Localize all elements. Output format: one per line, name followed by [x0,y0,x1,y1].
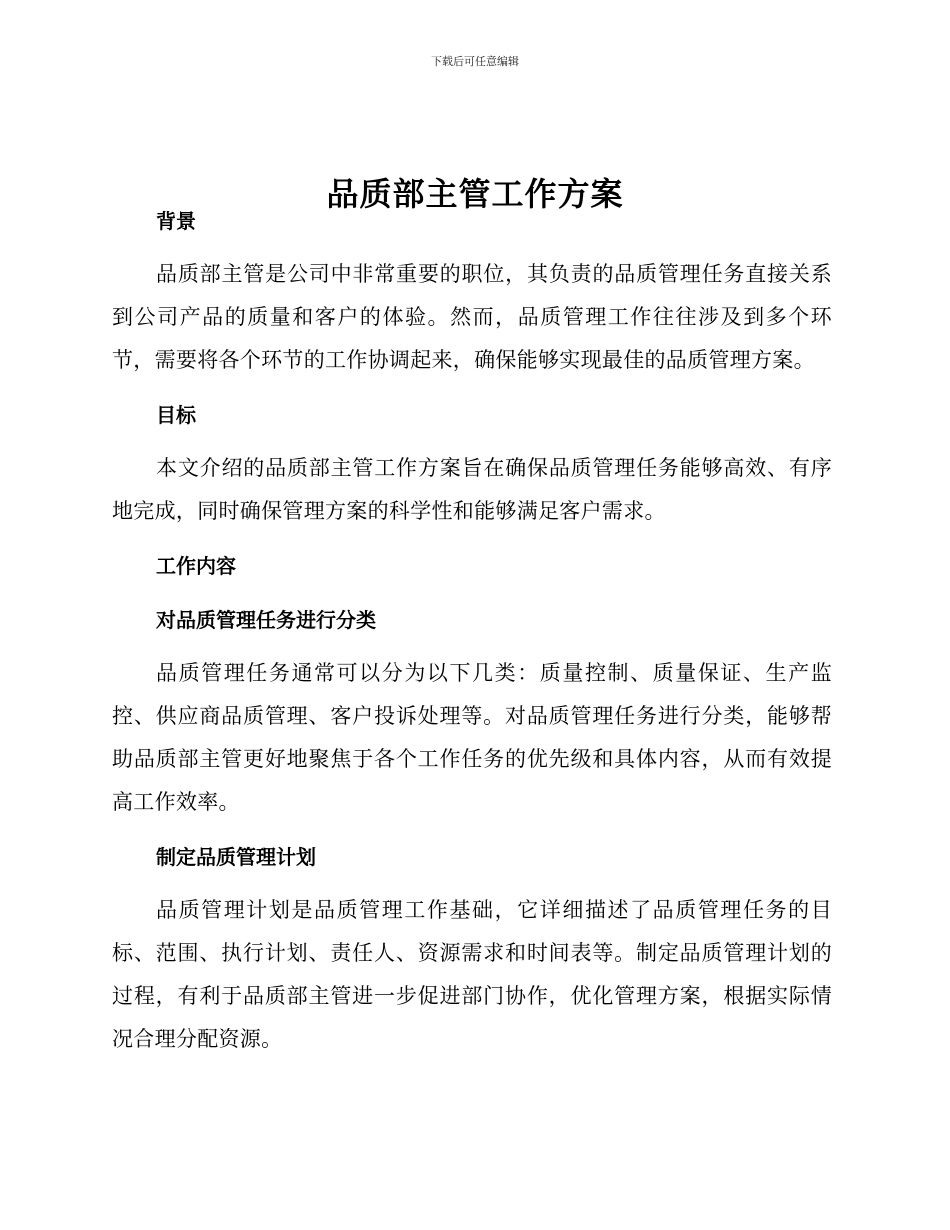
paragraph-classify-tasks: 品质管理任务通常可以分为以下几类：质量控制、质量保证、生产监控、供应商品质管理、客户投诉处理等。对品质管理任务进行分类，能够帮助品质部主管更好地聚焦于各个工作任务的优先级和具体内容，从而有效提高工作效率。 [112,661,832,814]
heading-goal: 目标 [156,403,196,427]
heading-background: 背景 [156,209,196,233]
heading-classify-tasks: 对品质管理任务进行分类 [156,608,376,632]
document-title: 品质部主管工作方案 [326,175,624,214]
heading-work-content: 工作内容 [156,554,236,578]
document-body [112,200,832,1061]
page-header-note: 下载后可任意编辑 [431,55,519,68]
heading-quality-plan: 制定品质管理计划 [156,845,316,869]
paragraph-quality-plan: 品质管理计划是品质管理工作基础，它详细描述了品质管理任务的目标、范围、执行计划、责任人、资源需求和时间表等。制定品质管理计划的过程，有利于品质部主管进一步促进部门协作，优化管理方案，根据实际情况合理分配资源。 [112,898,832,1051]
paragraph-background: 品质部主管是公司中非常重要的职位，其负责的品质管理任务直接关系到公司产品的质量和客户的体验。然而，品质管理工作往往涉及到多个环节，需要将各个环节的工作协调起来，确保能够实现最佳的品质管理方案。 [112,262,832,372]
paragraph-goal: 本文介绍的品质部主管工作方案旨在确保品质管理任务能够高效、有序地完成，同时确保管理方案的科学性和能够满足客户需求。 [112,456,832,523]
